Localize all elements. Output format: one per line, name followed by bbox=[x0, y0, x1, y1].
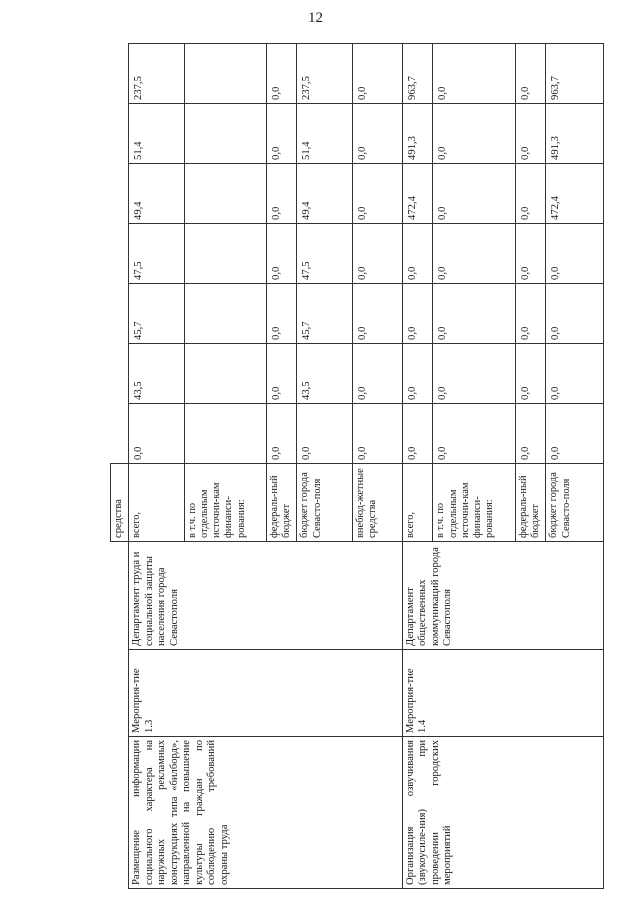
value-cell: 0,0 bbox=[402, 223, 433, 283]
value-cell: 0,0 bbox=[515, 103, 545, 163]
table-row bbox=[111, 43, 129, 888]
value-cell bbox=[184, 343, 266, 403]
value-cell bbox=[184, 403, 266, 463]
value-cell: 0,0 bbox=[402, 403, 433, 463]
value-cell: 0,0 bbox=[433, 283, 515, 343]
value-cell: 472,4 bbox=[402, 163, 433, 223]
value-cell: 47,5 bbox=[129, 223, 185, 283]
value-cell: 0,0 bbox=[433, 343, 515, 403]
measure-name-cell: Организация озвучивания (звукоусиле-ния) при проведении городских мероприятий bbox=[402, 737, 603, 889]
executor-cell: Департамент труда и социальной защиты населения города Севастополя bbox=[129, 541, 403, 649]
value-cell: 0,0 bbox=[353, 43, 402, 103]
value-cell: 0,0 bbox=[353, 163, 402, 223]
value-cell: 0,0 bbox=[267, 103, 297, 163]
value-cell bbox=[184, 163, 266, 223]
value-cell: 45,7 bbox=[297, 283, 353, 343]
value-cell: 51,4 bbox=[297, 103, 353, 163]
value-cell bbox=[184, 43, 266, 103]
table-row bbox=[402, 43, 433, 888]
value-cell: 0,0 bbox=[267, 343, 297, 403]
value-cell: 0,0 bbox=[546, 403, 604, 463]
source-cell: в т.ч. по отдельным источни-кам финанси-рования: bbox=[184, 463, 266, 541]
value-cell: 0,0 bbox=[433, 403, 515, 463]
value-cell: 963,7 bbox=[402, 43, 433, 103]
value-cell: 49,4 bbox=[129, 163, 185, 223]
value-cell: 0,0 bbox=[267, 163, 297, 223]
source-cell: всего, bbox=[129, 463, 185, 541]
source-cell: всего, bbox=[402, 463, 433, 541]
value-cell: 0,0 bbox=[433, 43, 515, 103]
table-row bbox=[129, 43, 185, 888]
value-cell bbox=[184, 283, 266, 343]
empty-cell bbox=[111, 541, 129, 888]
value-cell: 0,0 bbox=[267, 283, 297, 343]
executor-cell: Департамент общественных коммуникаций города Севастополя bbox=[402, 541, 603, 649]
value-cell: 0,0 bbox=[267, 43, 297, 103]
value-cell: 0,0 bbox=[353, 343, 402, 403]
value-cell: 963,7 bbox=[546, 43, 604, 103]
value-cell: 0,0 bbox=[515, 283, 545, 343]
value-cell: 43,5 bbox=[129, 343, 185, 403]
value-cell: 0,0 bbox=[402, 283, 433, 343]
value-cell: 43,5 bbox=[297, 343, 353, 403]
empty-cell bbox=[111, 43, 129, 463]
value-cell: 491,3 bbox=[402, 103, 433, 163]
value-cell: 0,0 bbox=[433, 103, 515, 163]
value-cell: 0,0 bbox=[402, 343, 433, 403]
source-cell: федераль-ный бюджет bbox=[515, 463, 545, 541]
value-cell: 0,0 bbox=[129, 403, 185, 463]
budget-table bbox=[110, 43, 604, 889]
value-cell: 0,0 bbox=[267, 223, 297, 283]
value-cell: 472,4 bbox=[546, 163, 604, 223]
value-cell: 0,0 bbox=[515, 343, 545, 403]
value-cell: 0,0 bbox=[515, 163, 545, 223]
page-number: 12 bbox=[308, 10, 323, 26]
value-cell: 491,3 bbox=[546, 103, 604, 163]
value-cell bbox=[184, 223, 266, 283]
source-cell: внебюд-жетные средства bbox=[353, 463, 402, 541]
measure-name-cell: Размещение информации социального характера на наружных рекламных конструкциях типа «билборд», направленной на повышение культуры граждан по соблюдению требований охраны труда bbox=[129, 737, 403, 889]
value-cell: 45,7 bbox=[129, 283, 185, 343]
value-cell: 0,0 bbox=[546, 223, 604, 283]
value-cell: 0,0 bbox=[297, 403, 353, 463]
value-cell: 49,4 bbox=[297, 163, 353, 223]
value-cell: 0,0 bbox=[353, 223, 402, 283]
measure-number-cell: Мероприя-тие 1.4 bbox=[402, 650, 603, 737]
value-cell: 0,0 bbox=[267, 403, 297, 463]
source-cell: федераль-ный бюджет bbox=[267, 463, 297, 541]
value-cell: 0,0 bbox=[515, 403, 545, 463]
value-cell: 0,0 bbox=[546, 343, 604, 403]
value-cell: 0,0 bbox=[433, 163, 515, 223]
source-cell: бюджет города Севасто-поля bbox=[297, 463, 353, 541]
value-cell: 0,0 bbox=[433, 223, 515, 283]
source-cell: средства bbox=[111, 463, 129, 541]
value-cell: 237,5 bbox=[297, 43, 353, 103]
value-cell: 0,0 bbox=[353, 403, 402, 463]
value-cell: 0,0 bbox=[353, 283, 402, 343]
value-cell bbox=[184, 103, 266, 163]
value-cell: 0,0 bbox=[515, 43, 545, 103]
value-cell: 0,0 bbox=[515, 223, 545, 283]
value-cell: 0,0 bbox=[546, 283, 604, 343]
value-cell: 47,5 bbox=[297, 223, 353, 283]
value-cell: 237,5 bbox=[129, 43, 185, 103]
source-cell: в т.ч. по отдельным источни-кам финанси-рования: bbox=[433, 463, 515, 541]
source-cell: бюджет города Севасто-поля bbox=[546, 463, 604, 541]
value-cell: 0,0 bbox=[353, 103, 402, 163]
rotated-table-container bbox=[110, 44, 604, 889]
value-cell: 51,4 bbox=[129, 103, 185, 163]
measure-number-cell: Мероприя-тие 1.3 bbox=[129, 650, 403, 737]
